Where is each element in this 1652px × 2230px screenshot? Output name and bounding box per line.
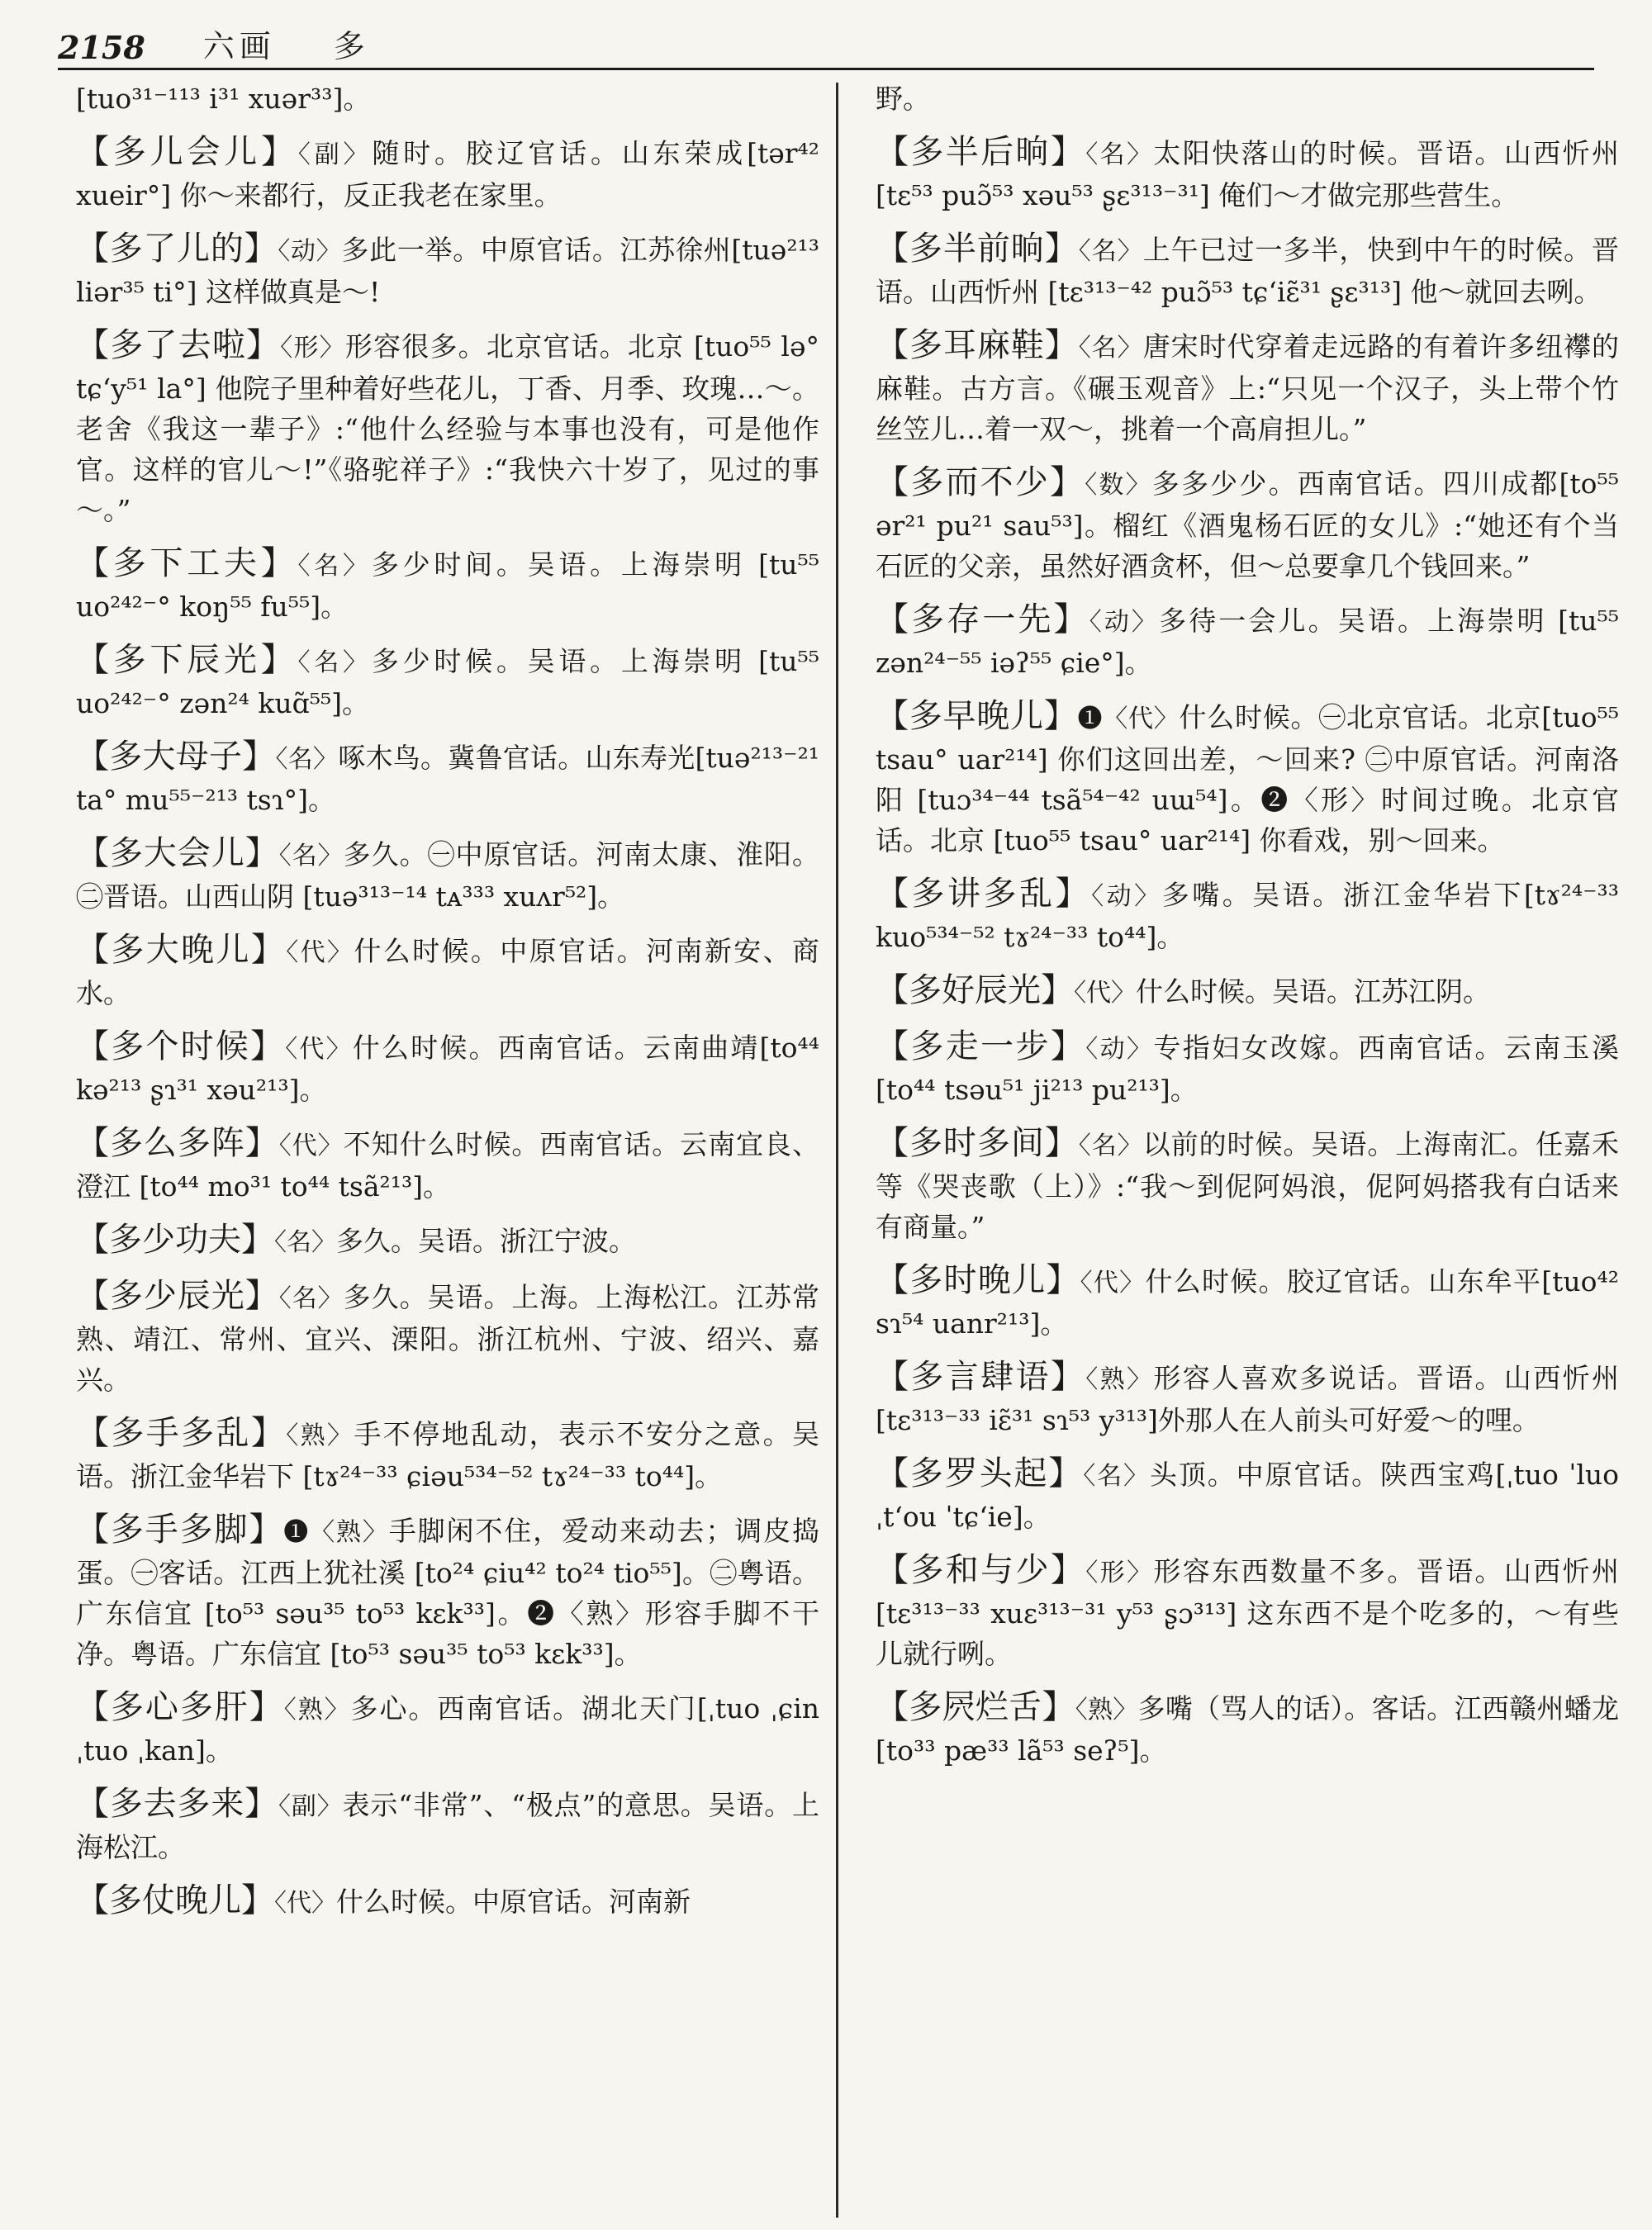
- entry-definition: 多少时间。吴语。上海崇明 [tu⁵⁵ uo²⁴²⁻° koŋ⁵⁵ fu⁵⁵]。: [76, 548, 819, 623]
- dictionary-entry: [876, 970, 1619, 1013]
- dictionary-entry: [876, 463, 1619, 586]
- entry-definition: 唐宋时代穿着走远路的有着许多纽襻的麻鞋。古方言。《碾玉观音》上:“只见一个汉子，头上带个竹丝笠儿…着一双～，挑着一个高肩担儿。”: [876, 330, 1619, 445]
- right-column: [876, 78, 1619, 2218]
- entry-part-of-speech: 〈数〉: [1085, 471, 1152, 500]
- entry-definition: 多此一举。中原官话。江苏徐州[tuə²¹³ liər³⁵ ti°] 这样做真是～!: [76, 234, 819, 308]
- page-header: [58, 15, 1594, 66]
- dictionary-entry: [76, 1687, 819, 1771]
- dictionary-entry: [76, 1510, 819, 1674]
- entry-headword: 【多和与少】: [876, 1551, 1086, 1589]
- entry-part-of-speech: 〈熟〉: [283, 1696, 351, 1725]
- entry-part-of-speech: 〈形〉: [1085, 1559, 1154, 1587]
- entry-definition: 形容东西数量不多。晋语。山西忻州 [tɛ³¹³⁻³³ xuɛ³¹³⁻³¹ y⁵³ ʂɔ³¹³] 这东西不是个吃多的，～有些儿就行咧。: [876, 1555, 1619, 1670]
- entry-headword: 【多半前晌】: [876, 230, 1079, 268]
- entry-headword: 【多时多间】: [876, 1124, 1079, 1162]
- entry-part-of-speech: 〈动〉: [1091, 882, 1162, 911]
- entry-headword: 【多下辰光】: [76, 641, 298, 679]
- left-column: [76, 78, 819, 2218]
- entry-part-of-speech: 〈熟〉: [1075, 1696, 1138, 1725]
- entry-headword: 【多么多阵】: [76, 1124, 279, 1162]
- dictionary-entry: [76, 737, 819, 820]
- dictionary-entry: [76, 1027, 819, 1110]
- dictionary-entry: [876, 600, 1619, 683]
- dictionary-entry: [876, 1687, 1619, 1771]
- entry-part-of-speech: 〈代〉: [286, 938, 354, 967]
- entry-part-of-speech: 〈名〉: [1078, 1132, 1143, 1160]
- entry-part-of-speech: 〈熟〉: [286, 1421, 354, 1450]
- dictionary-entry: [76, 1413, 819, 1497]
- entry-part-of-speech: 〈代〉: [1074, 979, 1136, 1008]
- entry-headword: 【多了儿的】: [76, 230, 278, 268]
- entry-headword: 【多言肆语】: [876, 1358, 1086, 1396]
- dictionary-entry: [876, 1357, 1619, 1440]
- entry-part-of-speech: 〈名〉: [1078, 237, 1143, 266]
- dictionary-entry: [76, 1123, 819, 1207]
- entry-part-of-speech: 〈名〉: [1083, 1462, 1150, 1491]
- entry-headword: 【多走一步】: [876, 1027, 1086, 1065]
- entry-part-of-speech: 〈名〉: [1085, 140, 1154, 169]
- dictionary-entry: [76, 930, 819, 1013]
- dictionary-entry: [76, 1784, 819, 1867]
- entry-part-of-speech: 〈名〉: [274, 1228, 336, 1257]
- dictionary-entry: [876, 1123, 1619, 1247]
- entry-headword: 【多少功夫】: [76, 1221, 274, 1259]
- entry-definition: 什么时候。吴语。江苏江阴。: [1136, 975, 1490, 1008]
- entry-part-of-speech: 〈动〉: [278, 237, 342, 266]
- dictionary-entry: [876, 1027, 1619, 1110]
- dictionary-entry: [876, 1260, 1619, 1344]
- dictionary-entry: [876, 229, 1619, 312]
- entry-headword: 【多而不少】: [876, 463, 1085, 501]
- entry-headword: 【多存一先】: [876, 600, 1089, 638]
- entry-headword: 【多手多脚】: [76, 1511, 284, 1549]
- entry-headword: 【多儿会儿】: [76, 133, 298, 171]
- entry-headword: 【多了去啦】: [76, 326, 281, 364]
- entry-headword: 【多半后晌】: [876, 133, 1086, 171]
- dictionary-entry: [76, 640, 819, 724]
- entry-definition: 以前的时候。吴语。上海南汇。任嘉禾等《哭丧歌（上）》:“我～到伲阿妈浪，伲阿妈搭我有白话来有商量。”: [876, 1128, 1619, 1243]
- dictionary-entry: [876, 132, 1619, 216]
- column-divider: [836, 83, 838, 2218]
- entry-headword: 【多早晚儿】: [876, 697, 1078, 735]
- entry-definition: 什么时候。中原官话。河南新: [336, 1886, 691, 1918]
- entry-definition: 表示“非常”、“极点”的意思。吴语。上海松江。: [76, 1789, 819, 1863]
- entry-definition: 随时。胶辽官话。山东荣成[tər⁴² xueir°] 你～来都行，反正我老在家里。: [76, 137, 819, 211]
- entry-part-of-speech: 〈名〉: [297, 648, 372, 677]
- entry-part-of-speech: 〈代〉: [1080, 1269, 1146, 1298]
- entry-part-of-speech: 〈副〉: [278, 1792, 343, 1821]
- entry-headword: 【多下工夫】: [76, 544, 298, 582]
- dictionary-entry: [76, 1220, 819, 1263]
- entry-part-of-speech: 〈代〉: [274, 1889, 336, 1918]
- entry-part-of-speech: 〈名〉: [275, 745, 339, 774]
- left-continuation: [tuo³¹⁻¹¹³ i³¹ xuər³³]。: [76, 83, 371, 115]
- entry-definition: 什么时候。中原官话。河南新安、商水。: [76, 935, 819, 1009]
- entry-headword: 【多个时候】: [76, 1027, 286, 1065]
- entry-part-of-speech: 〈名〉: [1078, 334, 1143, 363]
- header-character: 多: [333, 28, 365, 64]
- entry-definition: 手脚闲不住，爱动来动去；调皮捣蛋。㊀客话。江西上犹社溪 [to²⁴ ɕiu⁴² to²⁴ tio⁵⁵]。㊁粤语。广东信宜 [to⁵³ səu³⁵ to⁵³ kɛk³³]。❷〈熟〉形容手脚不干净。粤语。广东信宜 [to⁵³ səu³⁵ to⁵³ kɛk³³]。: [76, 1515, 819, 1670]
- entry-headword: 【多去多来】: [76, 1785, 279, 1823]
- entry-part-of-speech: ❶〈代〉: [1077, 705, 1180, 733]
- page-number: 2158: [58, 29, 145, 66]
- entry-headword: 【多时晚儿】: [876, 1261, 1080, 1299]
- entry-definition: 多久。吴语。上海。上海松江。江苏常熟、靖江、常州、宜兴、溧阳。浙江杭州、宁波、绍兴、嘉兴。: [76, 1281, 819, 1396]
- entry-definition: 多嘴。吴语。浙江金华岩下[tɤ²⁴⁻³³ kuo⁵³⁴⁻⁵² tɤ²⁴⁻³³ to⁴⁴]。: [876, 879, 1619, 953]
- entry-headword: 【多大晚儿】: [76, 931, 287, 969]
- entry-part-of-speech: 〈名〉: [297, 552, 372, 581]
- entry-definition: 头顶。中原官话。陕西宝鸡[ˌtuo ˈluo ˌtʻou ˈtɕʻie]。: [876, 1459, 1619, 1533]
- header-rule: [58, 68, 1594, 70]
- entry-part-of-speech: ❶〈熟〉: [283, 1518, 389, 1547]
- entry-definition: 什么时候。㊀北京官话。北京[tuo⁵⁵ tsau° uar²¹⁴] 你们这回出差，～回来? ㊁中原官话。河南洛阳 [tuɔ³⁴⁻⁴⁴ tsã⁵⁴⁻⁴² uɯ⁵⁴]。❷〈形〉时间过晚。北京官话。北京 [tuo⁵⁵ tsau° uar²¹⁴] 你看戏，别～回来。: [876, 701, 1619, 856]
- entry-part-of-speech: 〈代〉: [278, 1132, 344, 1160]
- entry-headword: 【多屄烂舌】: [876, 1688, 1075, 1726]
- entry-headword: 【多仗晚儿】: [76, 1881, 274, 1919]
- entry-definition: 多久。吴语。浙江宁波。: [336, 1225, 636, 1257]
- entry-headword: 【多罗头起】: [876, 1454, 1084, 1492]
- entry-part-of-speech: 〈动〉: [1085, 1035, 1154, 1064]
- entry-headword: 【多大会儿】: [76, 834, 279, 872]
- dictionary-entry: [76, 543, 819, 627]
- dictionary-entry: [76, 833, 819, 917]
- entry-headword: 【多手多乱】: [76, 1414, 287, 1452]
- entry-definition: 太阳快落山的时候。晋语。山西忻州 [tɛ⁵³ puɔ̃⁵³ xəu⁵³ ʂɛ³¹³⁻³¹] 俺们～才做完那些营生。: [876, 137, 1619, 211]
- entry-definition: 多久。㊀中原官话。河南太康、淮阳。㊁晋语。山西山阴 [tuə³¹³⁻¹⁴ tᴀ³³³ xuʌr⁵²]。: [76, 838, 819, 913]
- entry-definition: 专指妇女改嫁。西南官话。云南玉溪 [to⁴⁴ tsəu⁵¹ ji²¹³ pu²¹³]。: [876, 1032, 1619, 1106]
- entry-definition: 什么时候。西南官话。云南曲靖[to⁴⁴ kə²¹³ ʂɿ³¹ xəu²¹³]。: [76, 1032, 819, 1106]
- entry-definition: 多待一会儿。吴语。上海崇明 [tu⁵⁵ zən²⁴⁻⁵⁵ iəʔ⁵⁵ ɕie°]。: [876, 605, 1619, 679]
- entry-definition: 形容很多。北京官话。北京 [tuo⁵⁵ lə° tɕʻy⁵¹ la°] 他院子里种着好些花儿，丁香、月季、玫瑰…～。老舍《我这一辈子》:“他什么经验与本事也没有，可是他作官。这样的官儿～!”《骆驼祥子》:“我快六十岁了，见过的事～。”: [76, 330, 819, 526]
- entry-part-of-speech: 〈名〉: [278, 842, 344, 871]
- dictionary-entry: [876, 696, 1619, 861]
- entry-definition: 不知什么时候。西南官话。云南宜良、澄江 [to⁴⁴ mo³¹ to⁴⁴ tsã²¹³]。: [76, 1128, 819, 1203]
- entry-part-of-speech: 〈代〉: [285, 1035, 353, 1064]
- entry-headword: 【多耳麻鞋】: [876, 326, 1079, 364]
- entry-part-of-speech: 〈熟〉: [1085, 1365, 1154, 1394]
- entry-definition: 多嘴（骂人的话）。客话。江西赣州蟠龙 [to³³ pæ³³ lã⁵³ seʔ⁵]。: [876, 1692, 1619, 1767]
- entry-headword: 【多大母子】: [76, 738, 276, 776]
- entry-headword: 【多少辰光】: [76, 1277, 279, 1315]
- dictionary-entry: [76, 132, 819, 216]
- entry-definition: 上午已过一多半，快到中午的时候。晋语。山西忻州 [tɛ³¹³⁻⁴² puɔ̃⁵³ tɕʻiɛ̃³¹ ʂɛ³¹³] 他～就回去咧。: [876, 234, 1619, 308]
- entry-part-of-speech: 〈名〉: [278, 1284, 344, 1313]
- dictionary-entry: [876, 325, 1619, 449]
- dictionary-entry: [76, 1881, 819, 1924]
- entry-part-of-speech: 〈副〉: [297, 140, 373, 169]
- section-label: 六画: [202, 28, 276, 64]
- right-continuation: 野。: [876, 83, 930, 115]
- entry-headword: 【多好辰光】: [876, 971, 1074, 1009]
- dictionary-entry: [876, 874, 1619, 957]
- entry-definition: 形容人喜欢多说话。晋语。山西忻州 [tɛ³¹³⁻³³ iɛ̃³¹ sɿ⁵³ y³¹³]外那人在人前头可好爱～的哩。: [876, 1362, 1619, 1436]
- dictionary-entry: [76, 1276, 819, 1400]
- dictionary-entry: [876, 1550, 1619, 1674]
- entry-headword: 【多讲多乱】: [876, 875, 1092, 913]
- entry-definition: 啄木鸟。冀鲁官话。山东寿光[tuə²¹³⁻²¹ ta° mu⁵⁵⁻²¹³ tsɿ°]。: [76, 742, 819, 816]
- entry-definition: 多心。西南官话。湖北天门[ˌtuo ˌɕin ˌtuo ˌkan]。: [76, 1692, 819, 1767]
- entry-definition: 多多少少。西南官话。四川成都[to⁵⁵ ər²¹ pu²¹ sau⁵³]。榴红《酒鬼杨石匠的女儿》:“她还有个当石匠的父亲，虽然好酒贪杯，但～总要拿几个钱回来。”: [876, 467, 1619, 582]
- entry-part-of-speech: 〈动〉: [1089, 608, 1160, 637]
- dictionary-entry: [876, 1454, 1619, 1537]
- entry-part-of-speech: 〈形〉: [280, 334, 345, 363]
- entry-definition: 什么时候。胶辽官话。山东牟平[tuo⁴² sɿ⁵⁴ uanr²¹³]。: [876, 1265, 1619, 1340]
- dictionary-entry: [76, 229, 819, 312]
- entry-definition: 手不停地乱动，表示不安分之意。吴语。浙江金华岩下 [tɤ²⁴⁻³³ ɕiəu⁵³⁴⁻⁵² tɤ²⁴⁻³³ to⁴⁴]。: [76, 1418, 819, 1492]
- dictionary-entry: [76, 325, 819, 530]
- entry-headword: 【多心多肝】: [76, 1688, 284, 1726]
- entry-definition: 多少时候。吴语。上海崇明 [tu⁵⁵ uo²⁴²⁻° zən²⁴ kuɑ̃⁵⁵]。: [76, 645, 819, 719]
